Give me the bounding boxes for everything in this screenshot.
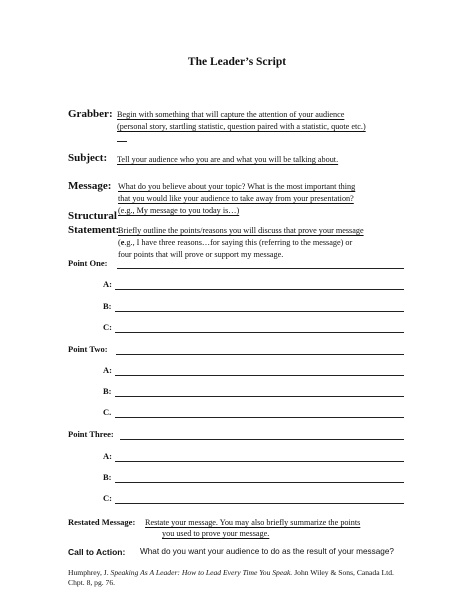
structural-bold-e: e <box>120 238 125 247</box>
point-three-sub-a-line[interactable] <box>115 461 404 462</box>
point-two-label: Point Two: <box>68 344 108 354</box>
structural-label-line-2: Statement: <box>68 224 120 236</box>
point-one-sub-b-label: B: <box>103 301 112 311</box>
point-one-sub-b-line[interactable] <box>115 311 404 312</box>
point-two-sub-b-label: B: <box>103 386 112 396</box>
restated-message-label: Restated Message: <box>68 517 136 527</box>
point-two-sub-b-line[interactable] <box>115 396 404 397</box>
call-to-action-label: Call to Action: <box>68 547 126 557</box>
structural-text-line-1: Briefly outline the points/reasons you will discuss that prove your message <box>118 226 364 235</box>
point-two-sub-c-line[interactable] <box>115 417 404 418</box>
structural-label-line-1: Structural <box>68 210 117 222</box>
citation-book-title: Speaking As A Leader: How to Lead Every Time You Speak. <box>110 568 293 577</box>
restated-message-line-2: you used to prove your message. <box>162 529 270 538</box>
grabber-text-line-2: (personal story, startling statistic, question paired with a statistic, quote etc.) <box>117 122 366 131</box>
point-three-sub-b-line[interactable] <box>115 482 404 483</box>
point-one-sub-c-line[interactable] <box>115 332 404 333</box>
point-three-sub-c-label: C: <box>103 493 112 503</box>
point-three-sub-c-line[interactable] <box>115 503 404 504</box>
point-three-sub-b-label: B: <box>103 472 112 482</box>
point-two-sub-a-label: A: <box>103 365 112 375</box>
citation-line-1 <box>68 568 394 577</box>
subject-label: Subject: <box>68 152 108 164</box>
point-one-sub-a-line[interactable] <box>115 289 404 290</box>
structural-text-line-2 <box>118 238 352 247</box>
point-three-answer-line[interactable] <box>120 439 404 440</box>
structural-text-line-3: four points that will prove or support my message. <box>118 250 284 259</box>
subject-text: Tell your audience who you are and what you will be talking about. <box>117 155 339 164</box>
point-two-answer-line[interactable] <box>116 354 404 355</box>
message-text-line-2: that you would like your audience to take away from your presentation? <box>118 194 354 203</box>
grabber-label: Grabber: <box>68 108 113 120</box>
structural-paren: ( <box>118 238 121 247</box>
point-two-sub-c-label: C. <box>103 407 112 417</box>
page-title: The Leader’s Script <box>187 56 287 68</box>
message-label: Message: <box>68 180 112 192</box>
call-to-action-text: What do you want your audience to do as the result of your message? <box>140 547 394 556</box>
grabber-answer-line[interactable] <box>117 141 127 142</box>
grabber-text-line-1: Begin with something that will capture the attention of your audience <box>117 110 345 119</box>
point-three-sub-a-label: A: <box>103 451 112 461</box>
restated-message-line-1: Restate your message. You may also briefly summarize the points <box>145 518 361 527</box>
message-text-line-1: What do you believe about your topic? What is the most important thing <box>118 182 356 191</box>
point-one-sub-a-label: A: <box>103 279 112 289</box>
message-text-line-3: (e.g., My message to you today is…) <box>118 206 240 215</box>
citation-line-2: Chpt. 8, pg. 76. <box>68 578 116 587</box>
point-one-sub-c-label: C: <box>103 322 112 332</box>
citation-publisher: John Wiley & Sons, Canada Ltd. <box>292 568 394 577</box>
point-two-sub-a-line[interactable] <box>115 375 404 376</box>
point-one-label: Point One: <box>68 258 108 268</box>
structural-line-2-rest: .g., I have three reasons…for saying this (referring to the message) or <box>124 238 353 247</box>
point-three-label: Point Three: <box>68 429 114 439</box>
citation-author: Humphrey, J. <box>68 568 111 577</box>
point-one-answer-line[interactable] <box>117 268 404 269</box>
